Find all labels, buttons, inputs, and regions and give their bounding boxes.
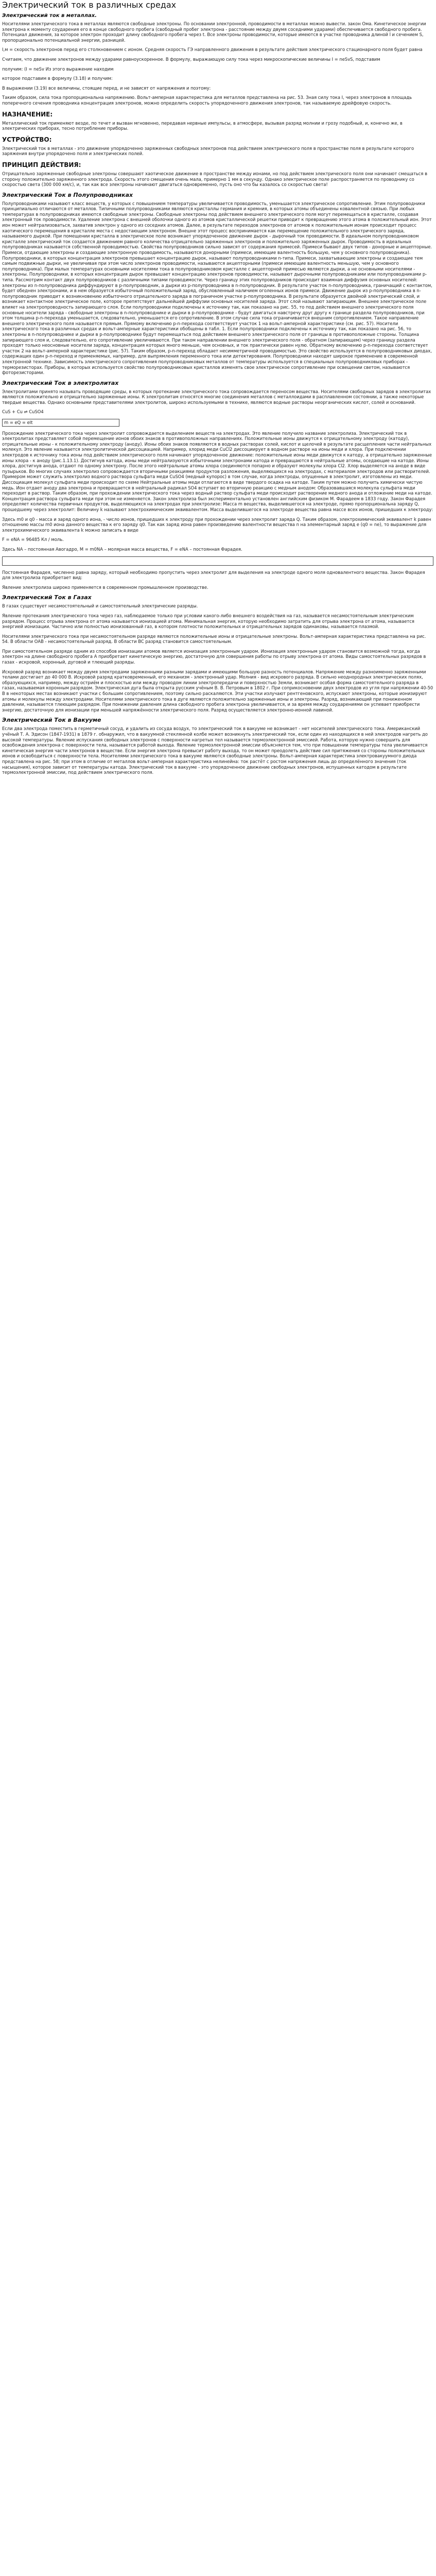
paragraph: Здесь NA – постоянная Авогадро, M = m0NA – молярная масса вещества, F = eNA – постоянная Фарадея. — [2, 546, 242, 552]
paragraph: В выражении (3.19) все величины, стоящие перед, и не зависят от напряжения и поэтому: — [2, 85, 211, 91]
paragraph: Электрический ток в металлах - это движение упорядоченно заряженных свободных электронов под действием электрического поля в пространстве поля в результате которого заряжения внутри упорядочено поля и электрических полей. — [2, 145, 414, 157]
section-heading: УСТРОЙСТВО: — [2, 135, 52, 143]
paragraph: Металлический ток применяют везде, по течет и вызван мгновенно, передавая нервные импульсы, в атмосфере, вызывая разряд молнии и грозу подобный, и, конечно же, в электрических приборах, тесно потребление приборы. — [2, 120, 403, 131]
paragraph: Носителями электрического тока при несамостоятельном разряде являются положительные ионы и отрицательные электроны. Вольт-амперная характеристика представлена на рис. 54. В области ОАВ - несамостоятельный разряд. В области BC разряд становится самостоятельным. — [2, 633, 426, 645]
empty-frame — [2, 556, 433, 566]
formula-box: m = eQ = eIt — [2, 419, 119, 427]
paragraph: Таким образом, сила тока пропорциональна напряжению. Вольт-амперная характеристика для металлов представлена на рис. 53. Зная силу тока I, через электронов в площадь поперечного сечения проводника концентрация электронов, можно определить скорость упорядоченного движения электронов, так называемую дрейфовую скорость. — [2, 95, 412, 106]
paragraph: Постоянная Фарадея, численно равна заряду, который необходимо пропустить через электролит для выделения на электроде одного моля одновалентного вещества. Закон Фарадея для электролиза приобретает вид: — [2, 569, 425, 581]
paragraph: Считаем, что движение электронов между ударами равноускоренное. В формулу, выражающую силу тока через микроскопические величины I = neSvS, подставим — [2, 56, 380, 62]
paragraph: Явление протекания электрического тока через газ, наблюдаемое только при условии какого-либо внешнего воздействия на газ, называется несамостоятельным электрическим разрядом. Процесс отрыва электрона от атома называется ионизацией атома. Минимальная энергия, которую необходимо затратить для отрыва электрона от атома, называется энергией ионизации. Частично или полностью ионизованный газ, в котором плотности положительных и отрицательных зарядов одинаковы, называется плазмой. — [2, 613, 414, 630]
section-heading: НАЗНАЧЕНИЕ: — [2, 110, 53, 118]
paragraph: Носителями электрического тока в металлах являются свободные электроны. По основании электронной, проводимости в металлах можно вывести. закон Ома. Кинетическое энергии электрона к моменту соударения его в конце свободного пробега (свободный пробег электрона - расстояние между двумя соседними ударами) обеспечивается свободного пробега. Потенциал движения, за которое электрон проходит длину свободного пробега через t. Все электроны проводимости, которые имеются в участке проводника длиной l и сечением S, пропорционально потенциальной энергии, разницей. — [2, 21, 426, 43]
document — [0, 0, 436, 775]
section-heading: Электрический ток в металлах. — [2, 13, 97, 19]
paragraph: Прохождение электрического тока через электролит сопровождается выделением веществ на электродах. Это явление получило название электролиза. Электрический ток в электролитах представляет собой перемещение ионов обоих знаков в противоположных направлениях. Положительные ионы движутся к отрицательному электроду (катоду), отрицательные ионы - к положительному электроду (аноду). Ионы обоих знаков появляются в водных растворах солей, кислот и щелочей в результате расщепления части нейтральных молекул. Это явление называется электролитической диссоциацией. Например, хлорид меди CuCl2 диссоциирует в водном растворе на ионы меди и хлора. При подключении электродов к источнику тока ионы под действием электрического поля начинают упорядоченное движение: положительные ионы меди движутся к катоду, а отрицательно заряженные ионы хлора - к аноду (рис.1.13.1). Достигнув катода, ионы меди нейтрализуются избыточными электронами катода и превращаются в нейтральные атомы, оседающие на катоде. Ионы хлора, достигнув анода, отдают по одному электрону. После этого нейтральные атомы хлора соединяются попарно и образуют молекулы хлора Cl2. Хлор выделяется на аноде в виде пузырьков. Во многих случаях электролиз сопровождается вторичными реакциями продуктов разложения, выделяющихся на электродах, с материалом электродов или растворителей. Примером может служить электролиз водного раствора сульфата меди CuSO4 (медный купорос) в том случае, когда электроды, опущенные в электролит, изготовлены из меди. Диссоциация молекул сульфата меди происходит по схеме Нейтральные атомы меди отлагаются в виде твердого осадка на катоде. Таким путем можно получить химически чистую медь. Ион отдает аноду два электрона и превращается в нейтральный радикал SO4 вступает во вторичную реакцию с медным анодом: Образовавшаяся молекула сульфата меди переходит в раствор. Таким образом, при прохождении электрического тока через водный раствор сульфата меди происходит растворение медного анода и отложение меди на катоде. Концентрация раствора сульфата меди при этом не изменяется. Закон электролиза был экспериментально установлен английским физиком М. Фарадеем в 1833 году. Закон Фарадея определяет количества первичных продуктов, выделяющихся на электродах при электролизе: Масса m вещества, выделившегося на электроде, прямо пропорциональна заряду Q, прошедшему через электролит: Величину k называют электрохимическим эквивалентом. Масса выделившегося на электроде вещества равна массе всех ионов, пришедших к электроду: — [2, 430, 433, 512]
paragraph: В газах существует несамостоятельный и самостоятельный электрические разряды. — [2, 603, 198, 609]
paragraph: Искровой разряд возникает между двумя электродами заряженными разными зарядами и имеющими большую разность потенциалов. Напряжение между разноименно заряженными телами достигает до 40 000 В. Искровой разряд кратковременный, его механизм - электронный удар. Молния - вид искрового разряда. В сильно неоднородных электрических полях, образующихся, например, между остриём и плоскостью или между проводом линии электропередачи и поверхностью Земли, возникает особая форма самостоятельного разряда в газах, называемая коронным разрядом. Электрическая дуга была открыта русским учёным В. В. Петровым в 1802 г. При соприкосновении двух электродов из угля при напряжении 40-50 В в некоторых местах возникают участки с большим сопротивлением, поэтому сильно раскаляются. Эти участки излучают рентгеновского, испускают электроны, которые ионизируют атомы и молекулы между электродами. Носителями электрического тока в дуге являются положительно заряженные ионы и электроны. Разряд, возникающий при пониженном давлении, называется тлеющим разрядом. При понижении давления длина свободного пробега электрона увеличивается, и за время между соударениями он успевает приобрести энергию, достаточную для ионизации при меньшей напряжённости электрического поля. Разряд осуществляется электронно-ионной лавиной. — [2, 669, 433, 713]
paragraph: При самостоятельном разряде одним из способов ионизации атомов является ионизация электронным ударом. Ионизация электронным ударом становится возможной тогда, когда электрон на длине свободного пробега А приобретает кинетическую энергию, достаточную для совершения работы по отрыву электрона от атома. Виды самостоятельных разрядов в газах - искровой, коронный, дуговой и тлеющий разряды. — [2, 648, 426, 665]
document-body — [2, 12, 433, 775]
section-heading: Электрический Ток в электролитах — [2, 379, 119, 386]
paragraph: Здесь m0 и q0 - масса и заряд одного иона, - число ионов, пришедших к электроду при прохождении через электролит заряда Q. Таким образом, электрохимический эквивалент k равен отношению массы m0 иона данного вещества к его заряду q0. Так как заряд иона равен произведению валентности вещества n на элементарный заряд e (q0 = ne), то выражение для электрохимического эквивалента k можно записать в виде — [2, 516, 431, 533]
paragraph: Если два электрода поместить в герметичный сосуд, и удалить из сосуда воздух, то электрический ток в вакууме не возникает - нет носителей электрического тока. Американский учёный Т. А. Эдисон (1847-1931) в 1879 г. обнаружил, что в вакуумной стеклянной колбе может возникнуть электрический ток, если один из находящихся в ней электродов нагреть до высокой температуры. Явление испускания свободных электронов с поверхности нагретых тел называется термоэлектронной эмиссией. Работа, которую нужно совершить для освобождения электрона с поверхности тела, называется работой выхода. Явление термоэлектронной эмиссии объясняется тем, что при повышении температуры тела увеличивается кинетическая энергия части электронов в веществе. Если энергия электрона превысит работу выхода, то он может преодолеть действие сил притяжения со стороны положительных ионов и освободиться с поверхности тела. Носителями электрического тока в вакууме являются свободные электроны. Вольт-амперная характеристика электровакуумного диода представлена на рис. 58; при этом в отличие от металлов вольт-амперная характеристика нелинейна: ток растёт с ростом напряжения лишь до определённого значения (ток насыщения), которое зависит от температуры катода. Электрический ток в вакууме - это упорядоченное движение свободных электронов, испущенных катодом в результате термоэлектронной эмиссии, под действием электрического поля. — [2, 726, 428, 775]
paragraph: Полупроводниками называют класс веществ, у которых с повышением температуры увеличивается проводимость, уменьшается электрическое сопротивление. Этим полупроводники принципиально отличаются от металлов. Типичными полупроводниками являются кристаллы германия и кремния, в которых атомы объединены ковалентной связью. При любых температурах в полупроводниках имеются свободные электроны. Свободные электроны под действием внешнего электрического поля могут перемещаться в кристалле, создавая электронный ток проводимости. Удаление электрона с внешней оболочки одного из атомов кристаллической решетки приводит к превращению этого атома в положительный ион. Этот ион может нейтрализоваться, захватив электрон у одного из соседних атомов. Далее, в результате переходов электронов от атомов к положительным ионам происходит процесс хаотического перемещения в кристалле места с недостающим электроном. Внешне этот процесс воспринимается как перемещение положительного электрического заряда, называемого дыркой. При помещении кристалла в электрическое поле возникает упорядоченное движение дырок - дырочный ток проводимости. В идеальном полупроводниковом кристалле электрический ток создается движением равного количества отрицательно заряженных электронов и положительно заряженных дырок. Проводимость в идеальных полупроводниках называется собственной проводимостью. Свойства полупроводников сильно зависят от содержания примесей. Примеси бывают двух типов - донорные и акцепторные. Примеси, отдающие электроны и создающие электронную проводимость, называются донорными (примеси, имеющие валентность большую, чем у основного полупроводника). Полупроводники, в которых концентрация электронов превышает концентрацию дырок, называют полупроводниками n-типа. Примеси, захватывающие электроны и создающие тем самым подвижные дырки, не увеличивая при этом число электронов проводимости, называются акцепторными (примеси имеющие валентность меньшую, чем у основного полупроводника). При малых температурах основными носителями тока в полупроводниковом кристалле с акцепторной примесью являются дырки, а не основными носителями - электроны. Полупроводники, в которых концентрация дырок превышает концентрацию электронов проводимости, называют дырочными полупроводниками или полупроводниками р-типа. Рассмотрим контакт двух полупроводников с различными типами проводимости. Через границу этих полупроводников происходит взаимная диффузия основных носителей: электроны из n-полупроводника диффундируют в р-полупроводник, а дырки из р-полупроводника в n-полупроводник. В результате участок n-полупроводника, граничащий с контактом, будет обеднен электронами, и в нем образуется избыточный положительный заряд, обусловленный наличием оголенных ионов примеси. Движение дырок из р-полупроводника в n-полупроводник приводит к возникновению избыточного отрицательного заряда в пограничном участке р-полупроводника. В результате образуется двойной электрический слой, и возникает контактное электрическое поле, которое препятствует дальнейшей диффузии основных носителей заряда. Этот слой называют запирающим. Внешнее электрическое поле влияет на электропроводность запирающего слоя. Если полупроводники подключены к источнику так, как показано на рис. 55, то под действием внешнего электрического поля основные носители заряда - свободные электроны в n-полупроводнике и дырки в р-полупроводнике - будут двигаться навстречу друг другу к границе раздела полупроводников, при этом толщина р-n-перехода уменьшается, следовательно, уменьшается его сопротивление. В этом случае сила тока ограничивается внешним сопротивлением. Такое направление внешнего электрического поля называется прямым. Прямому включению р-n-перехода соответствует участок 1 на вольт-амперной характеристике (см. рис. 57). Носители электрического тока в различных средах и вольт-амперные характеристики обобщены в табл. 1. Если полупроводники подключены к источнику так, как показано на рис. 56, то электроны в n-полупроводнике и дырки в р-полупроводнике будут перемещаться под действием внешнего электрического поля от границы в противоположные стороны. Толщина запирающего слоя и, следовательно, его сопротивление увеличиваются. При таком направлении внешнего электрического поля - обратном (запирающем) через границу раздела проходят только неосновные носители заряда, концентрация которых много меньше, чем основных, и ток практически равен нулю. Обратному включению р-n-перехода соответствует участок 2 на вольт-амперной характеристике (рис. 57). Таким образом, р-n-переход обладает несимметричной проводимостью. Это свойство используется в полупроводниковых диодах, содержащих один р-n-переход и применяемых, например, для выпрямления переменного тока или детектирования. Полупроводники находят широкое применение в современной электронной технике. Зависимость электрического сопротивления полупроводниковых металлов от температуры используется в специальных полупроводниковых приборах - терморезисторах. Приборы, в которых используется свойство полупроводниковых кристаллов изменять свое электрическое сопротивление при освещении светом, называются фоторезисторами. — [2, 200, 432, 376]
page-title: Электрический ток в различных средах — [2, 0, 177, 10]
formula: F = eNA = 96485 Кл / моль. — [2, 537, 64, 543]
paragraph: которое подставим в формулу (3.18) и получим: — [2, 76, 113, 81]
paragraph: I,м = скорость электронов перед его столкновением с ионом. Средняя скорость ГЭ направленного движения в результате действия электрического стационарного поля будет равна — [2, 47, 423, 53]
section-heading: Электрический Ток в Полупроводниках — [2, 191, 133, 198]
paragraph: получим: (I = neSv Из этого выражение находим — [2, 66, 114, 72]
section-heading: ПРИНЦИП ДЕЙСТВИЯ: — [2, 161, 81, 168]
paragraph: Электролитами принято называть проводящие среды, в которых протекание электрического тока сопровождается переносом вещества. Носителями свободных зарядов в электролитах являются положительно и отрицательно заряженные ионы. К электролитам относятся многие соединения металлов с металлоидами в расплавленном состоянии, а также некоторые твердые вещества. Однако основными представителями электролитов, широко используемыми в технике, являются водные растворы неорганических кислот, солей и оснований. — [2, 388, 431, 405]
section-heading: Электрический Ток в Вакууме — [2, 717, 101, 724]
paragraph: Явление электролиза широко применяется в современном промышленном производстве. — [2, 584, 208, 590]
section-heading: Электрический Ток в Газах — [2, 594, 92, 601]
paragraph: Отрицательно заряженные свободные электроны совершают хаотическое движение в пространстве между ионами, но под действием электрического поля они начинают смещаться в сторону положительно заряженного электрода. Скорость этого смещения очень мала, примерно 1 мм в секунду. Однако электрическое поле распространяется по проводнику со скоростью света (300 000 км/с), и, так как все электроны начинают двигаться одновременно, пусть оно что бы казалось со скоростью света! — [2, 171, 428, 188]
formula: CuS + Cu ⇌ CuSO4 — [2, 409, 44, 415]
